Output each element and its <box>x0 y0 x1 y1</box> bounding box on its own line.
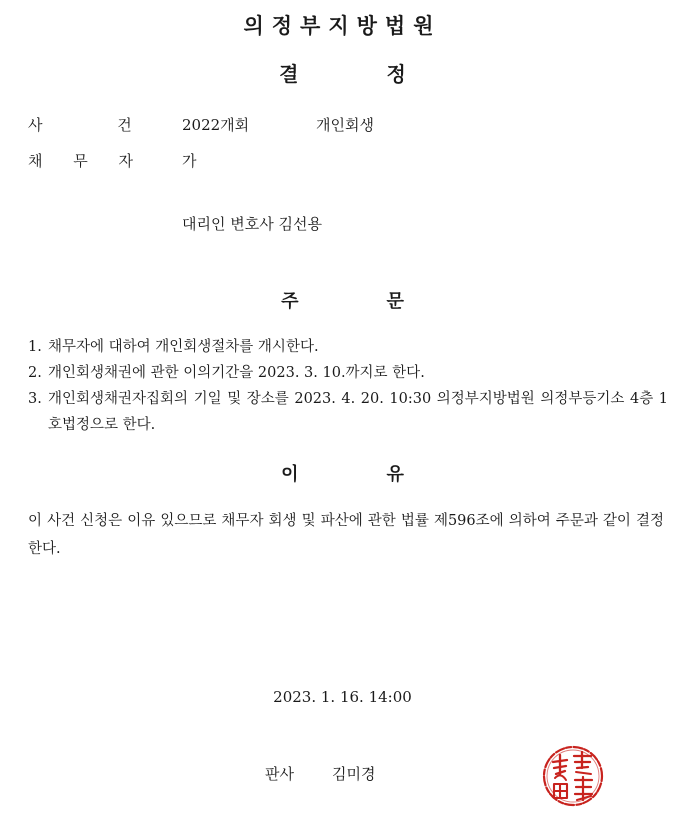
decision-date: 2023. 1. 16. 14:00 <box>273 688 412 706</box>
debtor-row <box>28 150 428 172</box>
case-row <box>28 114 428 136</box>
order-heading <box>0 287 685 313</box>
order-heading-char-1: 주 <box>281 291 299 312</box>
judge-name: 김미경 <box>331 765 376 783</box>
document-title <box>0 58 685 87</box>
case-type: 개인회생 <box>316 116 374 134</box>
reason-heading-char-2: 유 <box>386 464 404 485</box>
order-item <box>28 386 668 438</box>
order-number: 3. <box>28 391 42 407</box>
debtor-label <box>28 150 133 172</box>
judge-seal-stamp <box>541 744 605 808</box>
case-label <box>28 114 132 136</box>
case-number: 2022개회 <box>182 116 250 134</box>
order-text: 채무자에 대하여 개인회생절차를 개시한다. <box>48 339 319 355</box>
order-list <box>28 334 668 438</box>
court-name: 의정부지방법원 <box>243 14 442 38</box>
document-title-char-1: 결 <box>279 62 299 86</box>
order-text: 개인회생채권자집회의 기일 및 장소를 2023. 4. 20. 10:30 의정부지방법원 의정부등기소 4층 1호법정으로 한다. <box>48 391 668 433</box>
reason-text: 이 사건 신청은 이유 있으므로 채무자 회생 및 파산에 관한 법률 제596조에 의하여 주문과 같이 결정한다. <box>28 513 664 557</box>
reason-heading <box>0 460 685 486</box>
debtor-name: 가 <box>182 152 197 170</box>
document-title-char-2: 정 <box>386 62 406 86</box>
order-heading-char-2: 문 <box>386 291 404 312</box>
order-text: 개인회생채권에 관한 이의기간을 2023. 3. 10.까지로 한다. <box>48 365 425 381</box>
order-number: 2. <box>28 365 42 381</box>
judge-signature-line <box>265 763 375 784</box>
order-number: 1. <box>28 339 42 355</box>
judge-title: 판사 <box>265 765 294 783</box>
case-label-text: 사 건 <box>28 116 132 134</box>
reason-heading-char-1: 이 <box>281 464 299 485</box>
order-item <box>28 334 668 360</box>
order-item <box>28 360 668 386</box>
agent-name: 대리인 변호사 김선용 <box>182 215 322 233</box>
agent-row <box>28 213 428 235</box>
debtor-label-text: 채 무 자 <box>28 152 134 170</box>
